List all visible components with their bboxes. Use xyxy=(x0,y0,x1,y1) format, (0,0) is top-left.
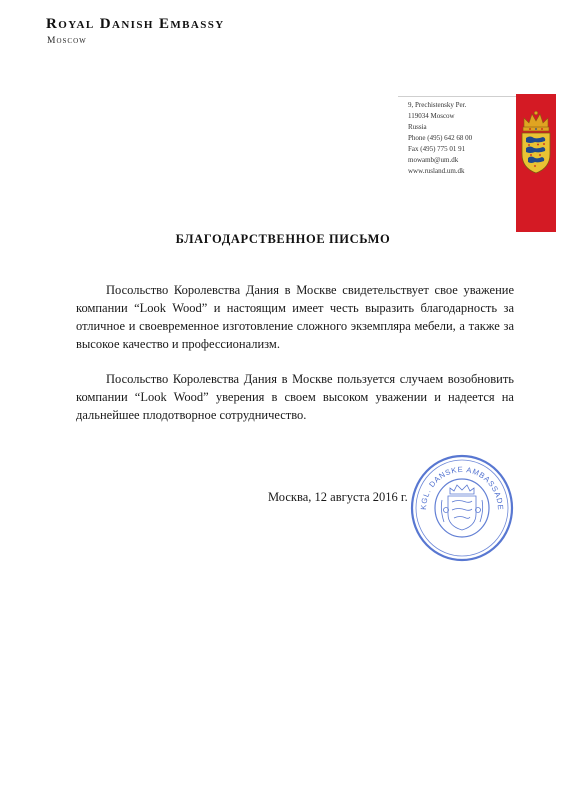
letter-title: БЛАГОДАРСТВЕННОЕ ПИСЬМО xyxy=(175,232,391,246)
letterhead-city: Moscow xyxy=(47,36,87,46)
embassy-round-stamp-icon xyxy=(406,448,518,564)
red-flag-band xyxy=(516,94,556,232)
danish-coat-of-arms-icon xyxy=(518,108,554,176)
address-country: Russia xyxy=(408,123,427,131)
address-website: www.rusland.um.dk xyxy=(408,167,465,175)
letter-paragraph-1: Посольство Королевства Дания в Москве свидетельствует свое уважение компании “Look Wood” и настоящим имеет честь выразить благодарность за отличное и своевременное изготовление сложного экземпляра мебели, а также за высокое качество и профессионализм. xyxy=(76,283,514,351)
address-divider xyxy=(398,96,516,97)
address-phone: Phone (495) 642 68 00 xyxy=(408,134,473,142)
embassy-stamp xyxy=(406,448,518,569)
address-postcode: 119034 Moscow xyxy=(408,112,455,120)
letterhead-name: Royal Danish Embassy xyxy=(46,16,225,32)
stamp-text: KGL. DANSKE AMBASSADE xyxy=(418,464,506,511)
embassy-address-block xyxy=(408,100,472,177)
letter-paragraph-2: Посольство Королевства Дания в Москве пользуется случаем возобновить компании “Look Wood” уверения в своем высоком уважении и надеется на дальнейшее плодотворное сотрудничество. xyxy=(76,372,514,422)
address-fax: Fax (495) 775 01 91 xyxy=(408,145,466,153)
address-street: 9, Prechistensky Per. xyxy=(408,101,467,109)
address-email: mowamb@um.dk xyxy=(408,156,459,164)
place-and-date: Москва, 12 августа 2016 г. xyxy=(268,490,408,504)
